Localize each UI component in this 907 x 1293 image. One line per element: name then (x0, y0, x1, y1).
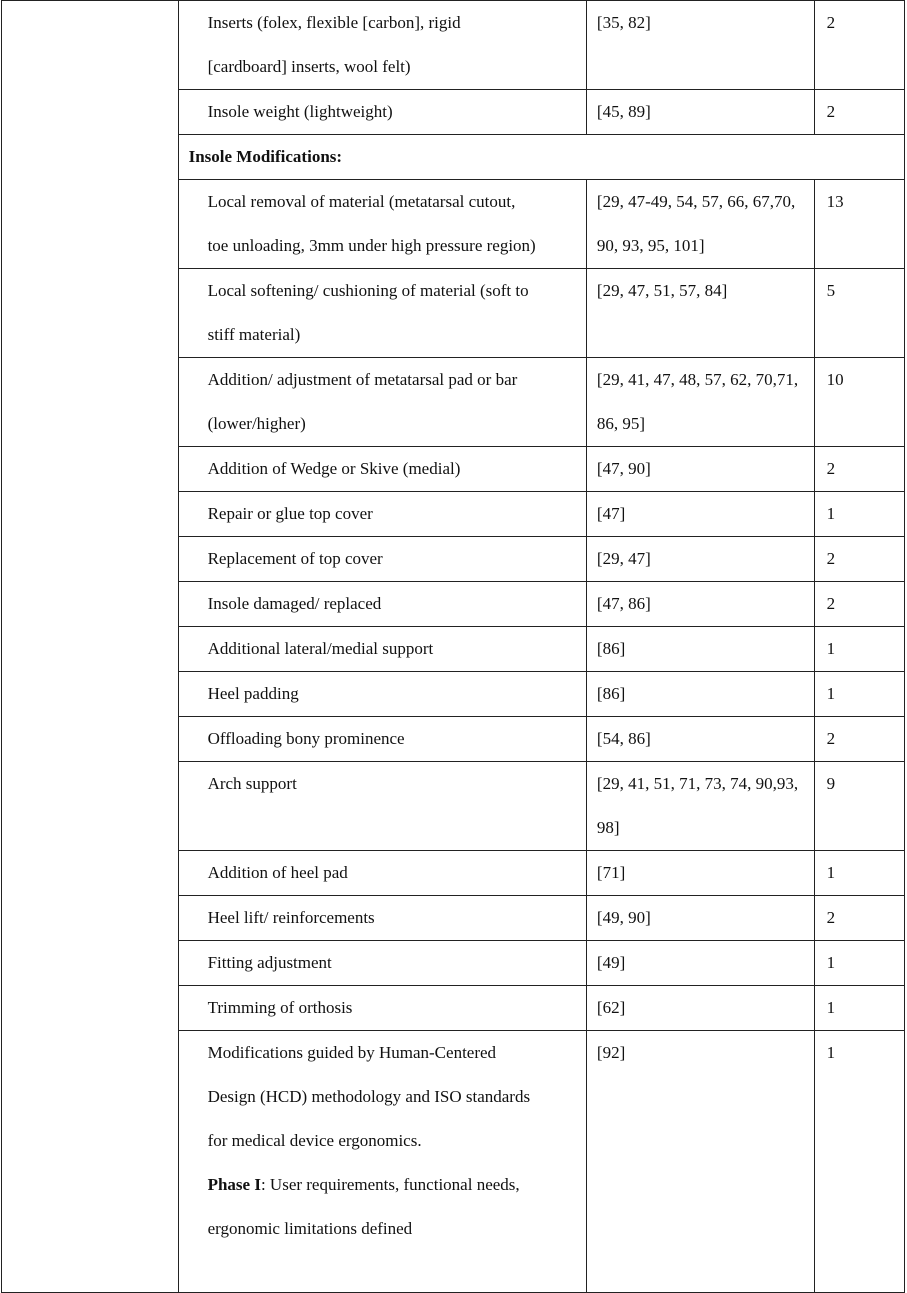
cell-line: Insole damaged/ replaced (207, 594, 382, 613)
references-cell (586, 941, 814, 986)
modification-cell (178, 537, 586, 582)
cell-line: [47, 90] (596, 459, 651, 478)
cell-line: [62] (596, 998, 626, 1017)
cell-line: Local removal of material (metatarsal cutout, (207, 192, 516, 211)
references-cell (586, 762, 814, 851)
cell-line: [29, 41, 51, 71, 73, 74, 90, (596, 774, 777, 793)
count-cell: 1 (814, 986, 904, 1031)
phase-text: : User requirements, functional needs, (260, 1175, 520, 1194)
cell-line: Fitting adjustment (207, 953, 332, 972)
modification-cell (178, 627, 586, 672)
cell-line: Additional lateral/medial support (207, 639, 434, 658)
references-cell (586, 358, 814, 447)
references-cell (586, 1, 814, 90)
table-row (2, 1, 905, 90)
cell-line: toe unloading, 3mm under high pressure region) (207, 236, 536, 255)
count-cell: 13 (814, 180, 904, 269)
phase-label: Phase I (207, 1175, 261, 1194)
modification-cell (178, 896, 586, 941)
cell-line: [29, 47-49, 54, 57, 66, 67, (596, 192, 774, 211)
count-cell: 1 (814, 1031, 904, 1293)
references-cell (586, 90, 814, 135)
count-cell: 1 (814, 851, 904, 896)
references-cell: [92] (586, 1031, 814, 1293)
cell-line: [29, 41, 47, 48, 57, 62, 70, (596, 370, 777, 389)
modification-cell (178, 1031, 586, 1293)
cell-line: Addition of heel pad (207, 863, 348, 882)
modification-cell (178, 492, 586, 537)
cell-line: Modifications guided by Human-Centered (207, 1043, 497, 1062)
cell-line: [47] (596, 504, 626, 523)
cell-line: 93, 98] (596, 774, 799, 837)
references-cell (586, 672, 814, 717)
modification-cell (178, 672, 586, 717)
cell-line: Offloading bony prominence (207, 729, 405, 748)
cell-line: Heel padding (207, 684, 299, 703)
references-cell (586, 896, 814, 941)
insole-modifications-table (1, 0, 905, 1293)
count-cell: 1 (814, 492, 904, 537)
modification-cell (178, 941, 586, 986)
references-cell (586, 447, 814, 492)
references-cell (586, 986, 814, 1031)
count-cell: 2 (814, 582, 904, 627)
count-cell: 2 (814, 90, 904, 135)
category-cell (2, 1, 179, 1293)
cell-line: [54, 86] (596, 729, 651, 748)
modification-cell (178, 269, 586, 358)
cell-line: [29, 47] (596, 549, 651, 568)
modification-cell (178, 1, 586, 90)
count-cell: 1 (814, 627, 904, 672)
cell-line: [86] (596, 639, 626, 658)
cell-line: 71, 86, 95] (596, 370, 799, 433)
references-cell (586, 537, 814, 582)
modification-cell (178, 851, 586, 896)
modification-cell (178, 180, 586, 269)
cell-line: Repair or glue top cover (207, 504, 373, 523)
count-cell: 10 (814, 358, 904, 447)
cell-line: Trimming of orthosis (207, 998, 353, 1017)
cell-line: [49] (596, 953, 626, 972)
cell-line: Design (HCD) methodology and ISO standards (207, 1087, 531, 1106)
count-cell: 2 (814, 896, 904, 941)
phase-text: ergonomic limitations defined (207, 1219, 413, 1238)
count-cell: 2 (814, 537, 904, 582)
count-cell: 5 (814, 269, 904, 358)
modification-cell (178, 986, 586, 1031)
cell-line: for medical device ergonomics. (207, 1131, 422, 1150)
count-cell: 2 (814, 717, 904, 762)
cell-line: stiff material) (207, 325, 301, 344)
count-cell: 1 (814, 672, 904, 717)
cell-line: [35, 82] (596, 13, 651, 32)
modification-cell (178, 447, 586, 492)
cell-line: Replacement of top cover (207, 549, 383, 568)
modification-cell (178, 717, 586, 762)
cell-line: [86] (596, 684, 626, 703)
cell-line: Insole weight (lightweight) (207, 102, 393, 121)
references-cell (586, 582, 814, 627)
cell-line: Inserts (folex, flexible [carbon], rigid (207, 13, 461, 32)
cell-line: Local softening/ cushioning of material (soft to (207, 281, 529, 300)
cell-line: [71] (596, 863, 626, 882)
cell-line: Heel lift/ reinforcements (207, 908, 375, 927)
cell-line: Arch support (207, 774, 297, 793)
count-cell: 2 (814, 447, 904, 492)
references-cell (586, 492, 814, 537)
references-cell (586, 269, 814, 358)
modification-cell (178, 358, 586, 447)
references-cell (586, 717, 814, 762)
cell-line: [45, 89] (596, 102, 651, 121)
references-cell (586, 851, 814, 896)
cell-line: [49, 90] (596, 908, 651, 927)
cell-line: 70, 90, 93, 95, 101] (596, 192, 796, 255)
modification-cell (178, 582, 586, 627)
references-cell (586, 627, 814, 672)
cell-line: [29, 47, 51, 57, 84] (596, 281, 728, 300)
cell-line: Addition of Wedge or Skive (medial) (207, 459, 461, 478)
cell-line: (lower/higher) (207, 414, 306, 433)
phase-line (208, 1163, 578, 1207)
count-cell: 1 (814, 941, 904, 986)
cell-line: [47, 86] (596, 594, 651, 613)
references-cell (586, 180, 814, 269)
count-cell: 9 (814, 762, 904, 851)
modification-cell (178, 762, 586, 851)
count-cell: 2 (814, 1, 904, 90)
cell-line: Addition/ adjustment of metatarsal pad or bar (207, 370, 518, 389)
section-header: Insole Modifications: (178, 135, 904, 180)
cell-line: [cardboard] inserts, wool felt) (207, 57, 411, 76)
table-body (2, 1, 905, 1293)
modification-cell (178, 90, 586, 135)
